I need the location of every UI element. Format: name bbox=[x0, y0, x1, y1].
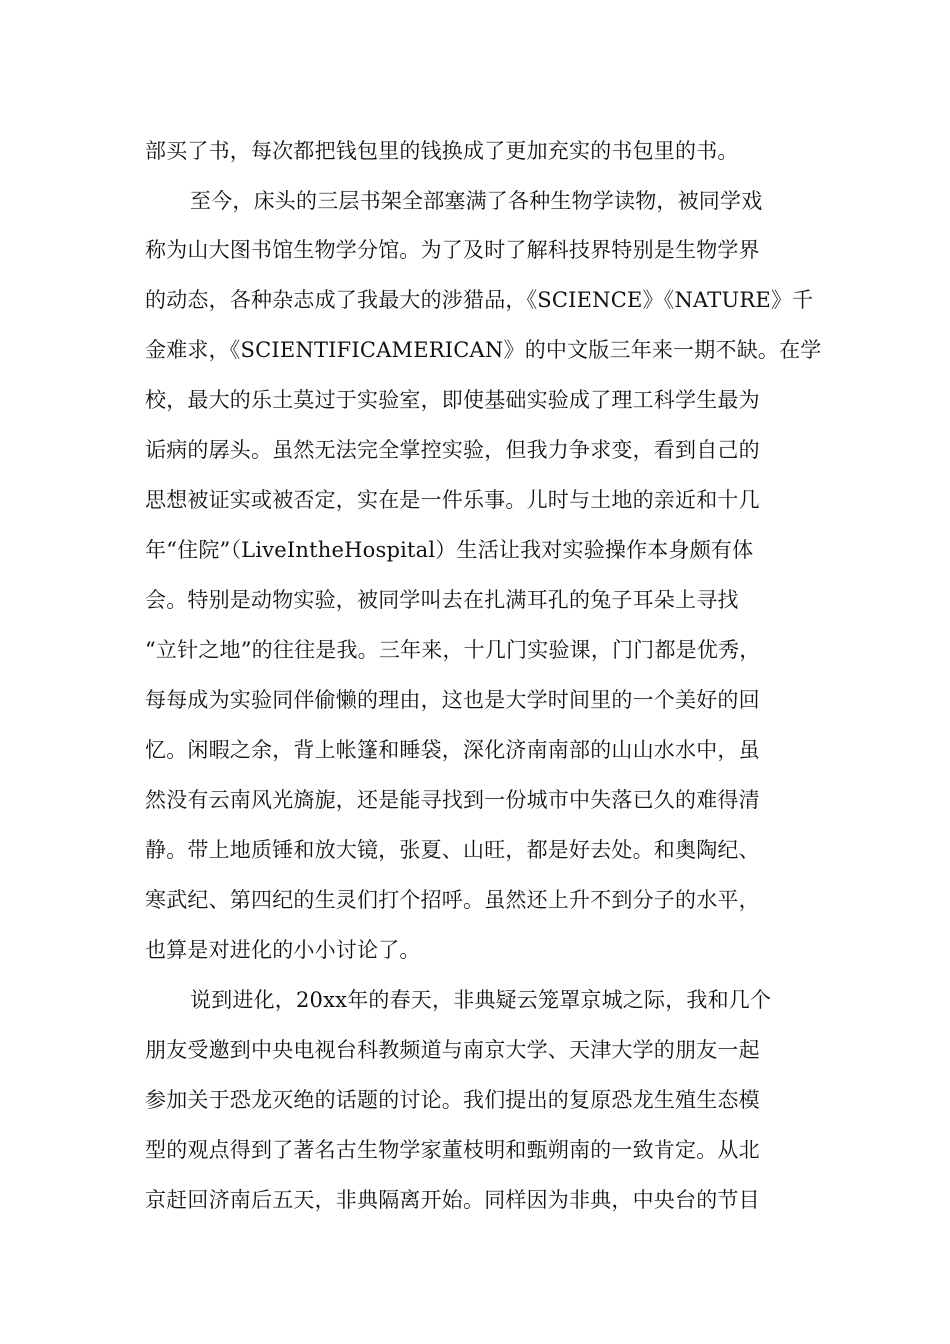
text-line: 称为山大图书馆生物学分馆。为了及时了解科技界特别是生物学界 bbox=[145, 238, 760, 262]
text-line: 然没有云南风光旖旎，还是能寻找到一份城市中失落已久的难得清 bbox=[145, 788, 760, 812]
paragraph-first-line: 至今，床头的三层书架全部塞满了各种生物学读物，被同学戏 bbox=[190, 189, 763, 213]
text-line: 静。带上地质锤和放大镜，张夏、山旺，都是好去处。和奥陶纪、 bbox=[145, 838, 760, 862]
text-line: 思想被证实或被否定，实在是一件乐事。儿时与土地的亲近和十几 bbox=[145, 488, 760, 512]
text-line: 每每成为实验同伴偷懒的理由，这也是大学时间里的一个美好的回 bbox=[145, 688, 760, 712]
text-line: 寒武纪、第四纪的生灵们打个招呼。虽然还上升不到分子的水平， bbox=[145, 888, 760, 912]
text-line: 校，最大的乐土莫过于实验室，即使基础实验成了理工科学生最为 bbox=[145, 388, 760, 412]
text-line: 朋友受邀到中央电视台科教频道与南京大学、天津大学的朋友一起 bbox=[145, 1038, 760, 1062]
text-line: 诟病的孱头。虽然无法完全掌控实验，但我力争求变，看到自己的 bbox=[145, 438, 760, 462]
text-line: 部买了书，每次都把钱包里的钱换成了更加充实的书包里的书。 bbox=[145, 139, 739, 163]
text-line: “立针之地”的往往是我。三年来，十几门实验课，门门都是优秀， bbox=[145, 638, 761, 662]
paragraph-first-line: 说到进化，20xx年的春天，非典疑云笼罩京城之际，我和几个 bbox=[190, 988, 772, 1012]
text-line: 的动态，各种杂志成了我最大的涉猎品，《SCIENCE》《NATURE》千 bbox=[145, 288, 814, 312]
text-line: 参加关于恐龙灭绝的话题的讨论。我们提出的复原恐龙生殖生态模 bbox=[145, 1088, 760, 1112]
text-line: 年“住院”（LiveIntheHospital）生活让我对实验操作本身颇有体 bbox=[145, 538, 754, 562]
text-line: 忆。闲暇之余，背上帐篷和睡袋，深化济南南部的山山水水中，虽 bbox=[145, 738, 760, 762]
text-line: 也算是对进化的小小讨论了。 bbox=[145, 938, 421, 962]
text-line: 型的观点得到了著名古生物学家董枝明和甄朔南的一致肯定。从北 bbox=[145, 1138, 760, 1162]
text-line: 京赶回济南后五天，非典隔离开始。同样因为非典，中央台的节目 bbox=[145, 1188, 760, 1212]
text-line: 金难求，《SCIENTIFICAMERICAN》的中文版三年来一期不缺。在学 bbox=[145, 338, 822, 362]
text-line: 会。特别是动物实验，被同学叫去在扎满耳孔的兔子耳朵上寻找 bbox=[145, 588, 739, 612]
